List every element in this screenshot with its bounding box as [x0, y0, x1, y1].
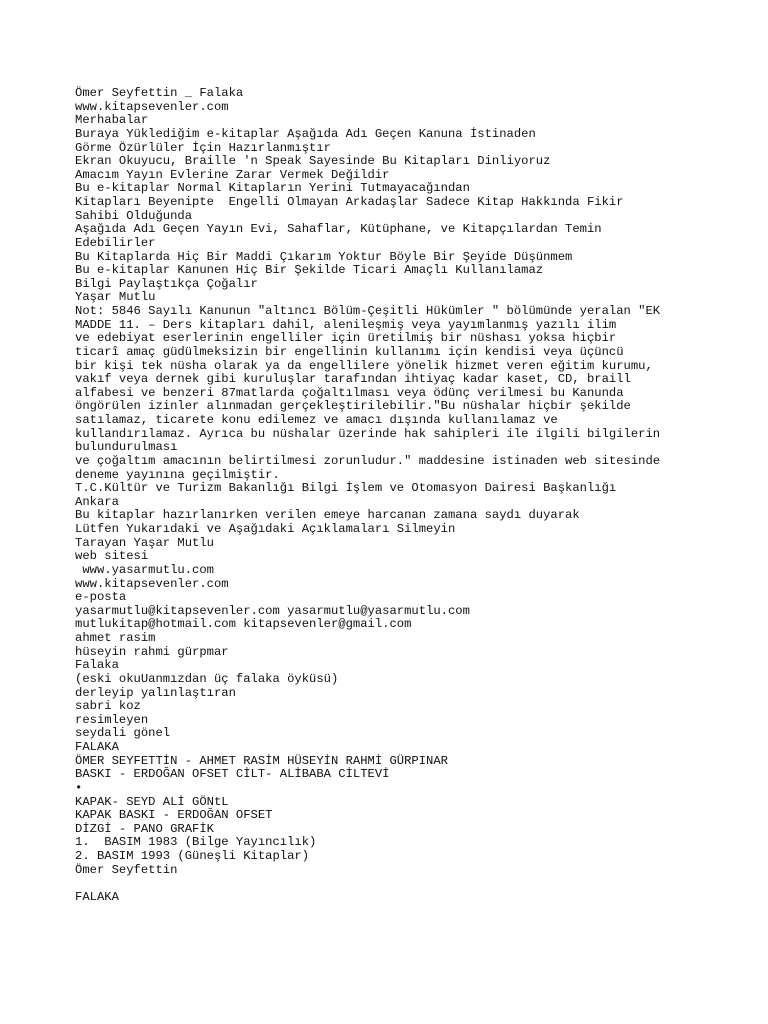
text-line: Buraya Yüklediğim e-kitaplar Aşağıda Adı Geçen Kanuna İstinaden — [75, 126, 536, 141]
text-line: Sahibi Olduğunda — [75, 208, 193, 223]
text-line: FALAKA — [75, 740, 119, 754]
text-line: MADDE 11. – Ders kitapları dahil, alenileşmiş veya yayımlanmış yazılı ilim — [75, 317, 617, 332]
text-line: Bu e-kitaplar Normal Kitapların Yerini Tutmayacağından — [75, 181, 470, 196]
text-line: bulundurulması — [75, 440, 178, 455]
text-line: Ankara — [75, 494, 119, 509]
text-line: Aşağıda Adı Geçen Yayın Evi, Sahaflar, Kütüphane, ve Kitapçılardan Temin — [75, 222, 602, 237]
text-line: web sitesi — [75, 549, 149, 564]
text-line: hüseyin rahmi gürpmar — [75, 644, 229, 659]
text-line: ahmet rasim — [75, 631, 156, 645]
text-line: Bu Kitaplarda Hiç Bir Maddi Çıkarım Yoktur Böyle Bir Şeyide Düşünmem — [75, 249, 573, 264]
text-line: Bilgi Paylaştıkça Çoğalır — [75, 276, 258, 291]
text-line: yasarmutlu@kitapsevenler.com yasarmutlu@yasarmutlu.com — [75, 603, 470, 618]
text-line: Not: 5846 Sayılı Kanunun "altıncı Bölüm-Çeşitli Hükümler " bölümünde yeralan "EK — [75, 304, 661, 318]
text-line: seydali gönel — [75, 726, 171, 741]
text-line: Ömer Seyfettin _ Falaka — [75, 86, 244, 100]
text-line: Falaka — [75, 658, 119, 673]
text-line: KAPAK BASKI - ERDOĞAN OFSET — [75, 808, 273, 823]
text-line: sabri koz — [75, 699, 141, 714]
text-line: DİZGİ - PANO GRAFİK — [75, 821, 214, 836]
text-line: ticarî amaç güdülmeksizin bir engellinin kullanımı için kendisi veya üçüncü — [75, 344, 624, 359]
text-line: KAPAK- SEYD ALİ GÖNtL — [75, 794, 229, 809]
text-line: öngörülen izinler alınmadan gerçekleştirilebilir."Bu nüshalar hiçbir şekilde — [75, 399, 631, 414]
text-line: www.yasarmutlu.com — [75, 562, 214, 577]
text-line: bir kişi tek nüsha olarak ya da engellilere yönelik hizmet veren eğitim kurumu, — [75, 358, 653, 373]
text-line: deneme yayınına geçilmiştir. — [75, 467, 280, 482]
text-line — [75, 877, 735, 891]
text-line: (eski okuUanmızdan üç falaka öyküsü) — [75, 671, 339, 686]
text-line: derleyip yalınlaştıran — [75, 685, 236, 700]
document-text — [75, 87, 735, 904]
text-line: T.C.Kültür ve Turizm Bakanlığı Bilgi İşlem ve Otomasyon Dairesi Başkanlığı — [75, 481, 617, 496]
text-line: Tarayan Yaşar Mutlu — [75, 535, 214, 550]
text-line: ve çoğaltım amacının belirtilmesi zorunludur." maddesine istinaden web sitesinde — [75, 453, 661, 468]
text-line: Görme Özürlüler İçin Hazırlanmıştır — [75, 140, 331, 155]
text-line: ÖMER SEYFETTİN - AHMET RASİM HÜSEYİN RAHMİ GÜRPINAR — [75, 753, 448, 768]
text-line: satılamaz, ticarete konu edilemez ve amacı dışında kullanılamaz ve — [75, 413, 558, 427]
text-line: Amacım Yayın Evlerine Zarar Vermek Değildir — [75, 167, 390, 182]
text-line: www.kitapsevenler.com — [75, 99, 229, 114]
text-line: Yaşar Mutlu — [75, 290, 156, 305]
text-line: alfabesi ve benzeri 87matlarda çoğaltılması veya ödünç verilmesi bu Kanunda — [75, 385, 624, 400]
text-line: kullandırılamaz. Ayrıca bu nüshalar üzerinde hak sahipleri ile ilgili bilgilerin — [75, 426, 661, 441]
text-line: Ömer Seyfettin — [75, 862, 178, 877]
text-line: ve edebiyat eserlerinin engelliler için üretilmiş bir nüshası yoksa hiçbir — [75, 331, 617, 346]
text-line: 2. BASIM 1993 (Güneşli Kitaplar) — [75, 849, 310, 863]
text-line: resimleyen — [75, 712, 149, 727]
text-line: Bu e-kitaplar Kanunen Hiç Bir Şekilde Ticari Amaçlı Kullanılamaz — [75, 263, 544, 278]
text-line: Edebilirler — [75, 235, 156, 250]
text-line: Bu kitaplar hazırlanırken verilen emeye harcanan zamana saydı duyarak — [75, 508, 580, 523]
text-line: Merhabalar — [75, 113, 149, 128]
text-line: • — [75, 780, 83, 795]
text-line: Kitapları Beyenipte Engelli Olmayan Arkadaşlar Sadece Kitap Hakkında Fikir — [75, 195, 624, 209]
text-line: Lütfen Yukarıdaki ve Aşağıdaki Açıklamaları Silmeyin — [75, 522, 456, 536]
text-line: FALAKA — [75, 889, 119, 904]
text-line: 1. BASIM 1983 (Bilge Yayıncılık) — [75, 835, 317, 850]
text-line: e-posta — [75, 590, 127, 605]
text-line: BASKI - ERDOĞAN OFSET CİLT- ALİBABA CİLTEVİ — [75, 767, 390, 782]
text-line: www.kitapsevenler.com — [75, 576, 229, 591]
text-line: vakıf veya dernek gibi kuruluşlar tarafından ihtiyaç kadar kaset, CD, braill — [75, 372, 631, 387]
text-line: mutlukitap@hotmail.com kitapsevenler@gmail.com — [75, 617, 412, 632]
text-line: Ekran Okuyucu, Braille 'n Speak Sayesinde Bu Kitapları Dinliyoruz — [75, 154, 551, 169]
